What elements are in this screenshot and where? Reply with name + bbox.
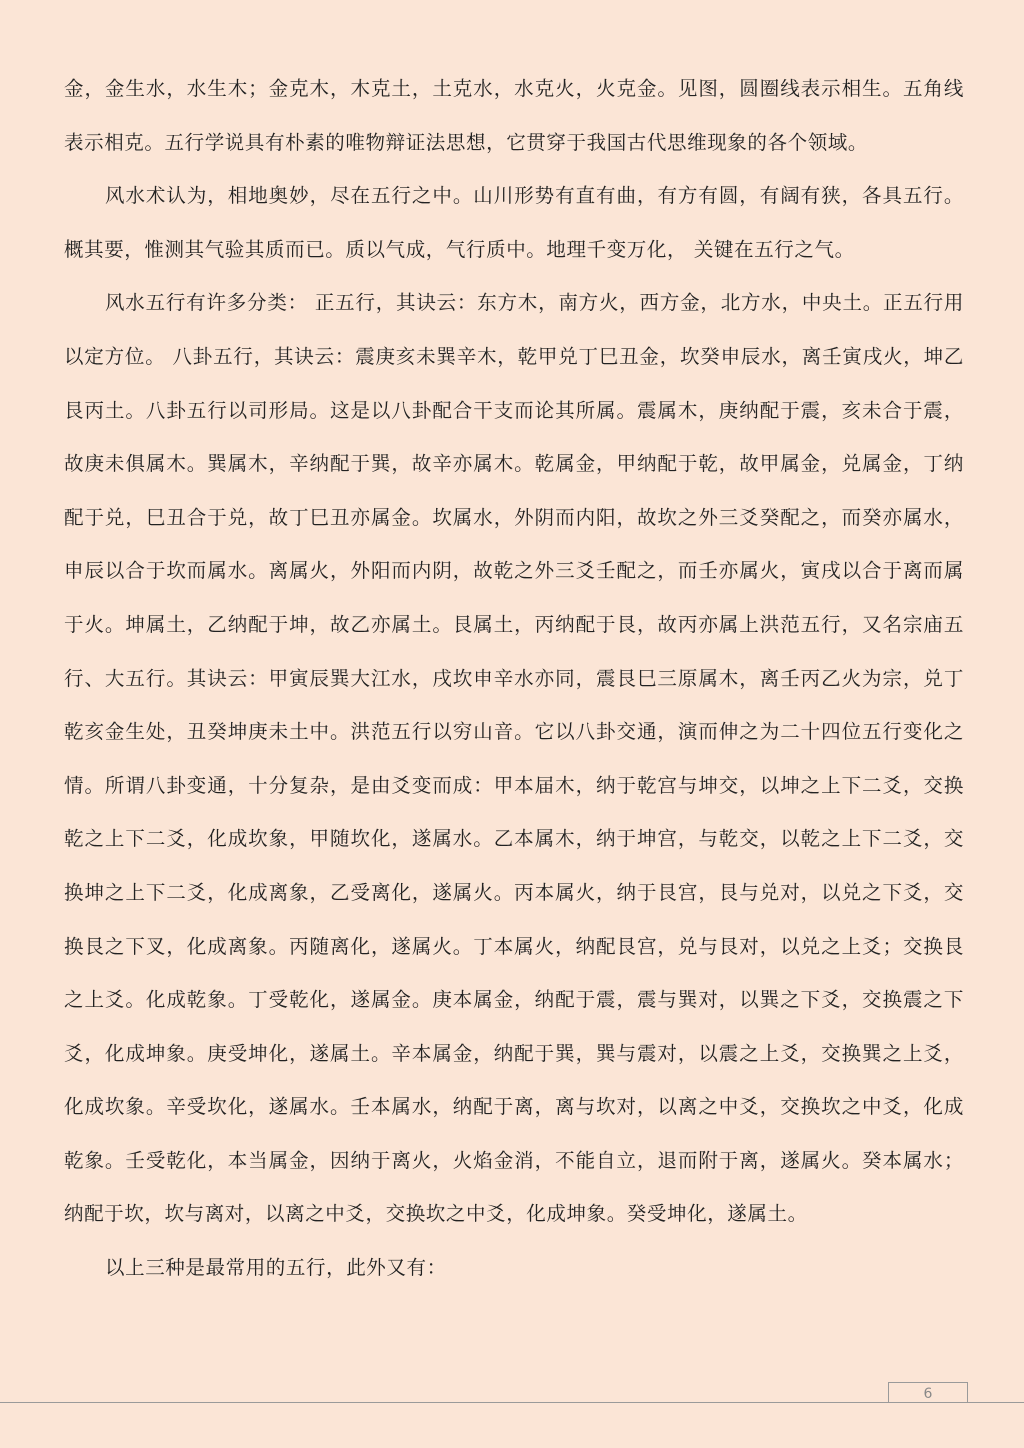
page-number: 6 <box>888 1382 968 1402</box>
paragraph-closing: 以上三种是最常用的五行，此外又有： <box>105 1256 447 1280</box>
paragraph-fengshui-view: 风水术认为，相地奥妙，尽在五行之中。山川形势有直有曲，有方有圆，有阔有狭，各具五行。概其要，惟测其气验其质而已。质以气成，气行质中。地理千变万化， 关键在五行之气。 <box>64 184 964 261</box>
paragraph-wuxing-categories: 风水五行有许多分类： 正五行，其诀云：东方木，南方火，西方金，北方水，中央土。正五行用以定方位。 八卦五行，其诀云：震庚亥未巽辛木，乾甲兑丁巳丑金，坎癸申辰水，离壬寅戌火，坤乙艮丙土。八卦五行以司形局。这是以八卦配合干支而论其所属。震属木，庚纳配于震，亥未合于震，故庚未俱属木。巽属木，辛纳配于巽，故辛亦属木。乾属金，甲纳配于乾，故甲属金，兑属金，丁纳配于兑，巳丑合于兑，故丁巳丑亦属金。坎属水，外阴而内阳，故坎之外三爻癸配之，而癸亦属水，申辰以合于坎而属水。离属火，外阳而内阴，故乾之外三爻壬配之，而壬亦属火，寅戌以合于离而属于火。坤属土，乙纳配于坤，故乙亦属土。艮属土，丙纳配于艮，故丙亦属上洪范五行，又名宗庙五行、大五行。其诀云：甲寅辰巽大江水，戌坎申辛水亦同，震艮巳三原属木，离壬丙乙火为宗，兑丁乾亥金生处，丑癸坤庚未土中。洪范五行以穷山音。它以八卦交通，演而伸之为二十四位五行变化之情。所谓八卦变通，十分复杂，是由爻变而成：甲本届木，纳于乾宫与坤交，以坤之上下二爻，交换乾之上下二爻，化成坎象，甲随坎化，遂属水。乙本属木，纳于坤宫，与乾交，以乾之上下二爻，交换坤之上下二爻，化成离象，乙受离化，遂属火。丙本属火，纳于艮宫，艮与兑对，以兑之下爻，交换艮之下叉，化成离象。丙随离化，遂属火。丁本属火，纳配艮宫，兑与艮对，以兑之上爻；交换艮之上爻。化成乾象。丁受乾化，遂属金。庚本属金，纳配于震，震与巽对，以巽之下爻，交换震之下爻，化成坤象。庚受坤化，遂属土。辛本属金，纳配于巽，巽与震对，以震之上爻，交换巽之上爻，化成坎象。辛受坎化，遂属水。壬本属水，纳配于离，离与坎对，以离之中爻，交换坎之中爻，化成乾象。壬受乾化，本当属金，因纳于离火，火焰金消，不能自立，退而附于离，遂属火。癸本属水；纳配于坎，坎与离对，以离之中爻，交换坎之中爻，化成坤象。癸受坤化，遂属土。 <box>64 291 964 1226</box>
footer-divider <box>0 1402 1024 1403</box>
paragraph-wuxing-intro: 金，金生水，水生木；金克木，木克土，土克水，水克火，火克金。见图，圆圈线表示相生。五角线表示相克。五行学说具有朴素的唯物辩证法思想，它贯穿于我国古代思维现象的各个领域。 <box>64 77 964 154</box>
document-body <box>64 62 964 1295</box>
